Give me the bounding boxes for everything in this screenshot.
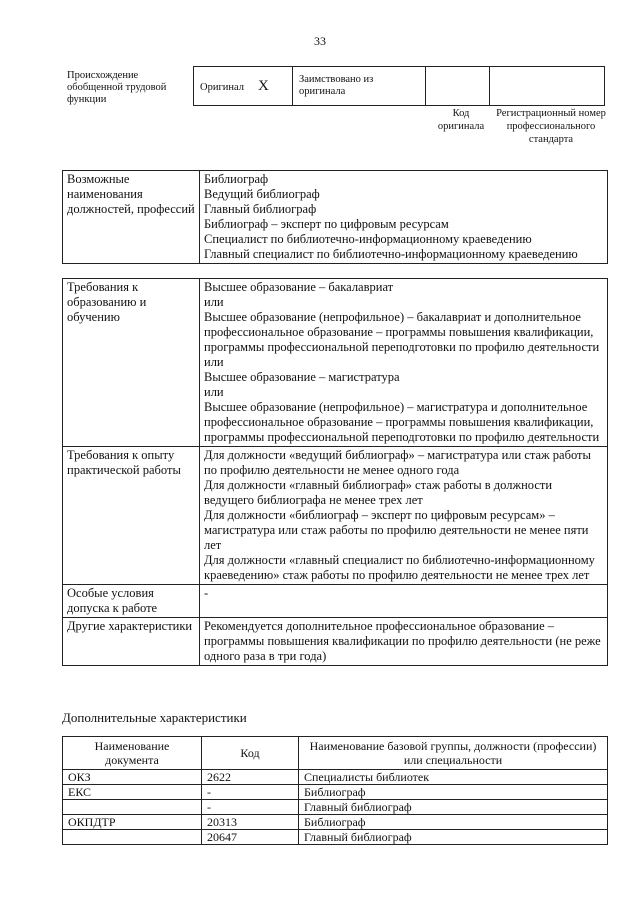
extra-title: Дополнительные характеристики — [62, 710, 247, 725]
table-row — [63, 785, 608, 800]
experience-line: Для должности «ведущий библиограф» – магистратура или стаж работы по профилю деятельности не менее одного года — [204, 448, 591, 477]
group-cell: Библиограф — [299, 785, 608, 800]
positions-table — [62, 170, 608, 264]
table-row — [63, 815, 608, 830]
header-group: Наименование базовой группы, должности (профессии) или специальности — [299, 737, 608, 770]
education-label: Требования к образованию и обучению — [63, 279, 200, 447]
positions-list — [200, 171, 608, 264]
experience-line: Для должности «библиограф – эксперт по цифровым ресурсам» – магистратура или стаж работы по профилю деятельности не менее пяти лет — [204, 508, 589, 552]
position-item: Библиограф — [204, 172, 269, 186]
education-line: Высшее образование – магистратура — [204, 370, 400, 384]
position-item: Ведущий библиограф — [204, 187, 320, 201]
group-cell: Специалисты библиотек — [299, 770, 608, 785]
code-original-cell — [426, 67, 490, 106]
header-code: Код — [202, 737, 299, 770]
header-document: Наименование документа — [63, 737, 202, 770]
table-row — [63, 830, 608, 845]
other-label: Другие характеристики — [63, 618, 200, 666]
original-mark: X — [258, 77, 269, 94]
doc-cell: ОКПДТР — [63, 815, 202, 830]
other-row — [63, 618, 608, 666]
education-line: Высшее образование (непрофильное) – магистратура и дополнительное профессиональное образование – программы повышения квалификации, программы профессиональной переподготовки по профилю деятельности — [204, 400, 600, 444]
group-cell: Главный библиограф — [299, 830, 608, 845]
positions-label: Возможные наименования должностей, профессий — [63, 171, 200, 264]
origin-table — [193, 66, 605, 106]
code-cell: 20647 — [202, 830, 299, 845]
code-cell: 20313 — [202, 815, 299, 830]
extra-header-row — [63, 737, 608, 770]
doc-cell: ОКЗ — [63, 770, 202, 785]
experience-label: Требования к опыту практической работы — [63, 447, 200, 585]
education-line: Высшее образование (непрофильное) – бакалавриат и дополнительное профессиональное образование – программы повышения квалификации, программы профессиональной переподготовки по профилю деятельности — [204, 310, 600, 354]
requirements-table — [62, 278, 608, 666]
position-item: Специалист по библиотечно-информационному краеведению — [204, 232, 532, 246]
doc-cell: ЕКС — [63, 785, 202, 800]
reg-number-caption: Регистрационный номер профессионального стандарта — [496, 108, 606, 145]
special-conditions-content — [200, 585, 608, 618]
code-original-caption: Код оригинала — [437, 108, 485, 132]
education-line: или — [204, 355, 224, 369]
experience-content — [200, 447, 608, 585]
other-content — [200, 618, 608, 666]
special-conditions-line: - — [204, 586, 209, 600]
page-number: 33 — [314, 34, 326, 48]
original-cell — [194, 67, 293, 106]
position-item: Главный библиограф — [204, 202, 317, 216]
education-line: или — [204, 295, 224, 309]
position-item: Главный специалист по библиотечно-информационному краеведению — [204, 247, 578, 261]
group-cell: Главный библиограф — [299, 800, 608, 815]
extra-table — [62, 736, 608, 845]
special-conditions-label: Особые условия допуска к работе — [63, 585, 200, 618]
experience-line: Для должности «главный библиограф» стаж работы в должности ведущего библиографа не менее трех лет — [204, 478, 553, 507]
experience-line: Для должности «главный специалист по библиотечно-информационному краеведению» стаж работы по профилю деятельности не менее трех лет — [204, 553, 595, 582]
borrowed-cell: Заимствовано из оригинала — [293, 67, 426, 106]
education-row — [63, 279, 608, 447]
education-line: Высшее образование – бакалавриат — [204, 280, 394, 294]
code-cell: - — [202, 800, 299, 815]
code-cell: 2622 — [202, 770, 299, 785]
experience-row — [63, 447, 608, 585]
table-row — [63, 800, 608, 815]
group-cell: Библиограф — [299, 815, 608, 830]
doc-cell — [63, 800, 202, 815]
doc-cell — [63, 830, 202, 845]
position-item: Библиограф – эксперт по цифровым ресурсам — [204, 217, 449, 231]
education-line: или — [204, 385, 224, 399]
code-cell: - — [202, 785, 299, 800]
special-conditions-row — [63, 585, 608, 618]
table-row — [63, 770, 608, 785]
education-content — [200, 279, 608, 447]
origin-label: Происхождение обобщенной трудовой функции — [67, 70, 167, 105]
original-label: Оригинал — [200, 81, 244, 93]
reg-number-cell — [490, 67, 605, 106]
other-line: Рекомендуется дополнительное профессиональное образование – программы повышения квалификации по профилю деятельности (не реже одного раза в три года) — [204, 619, 601, 663]
